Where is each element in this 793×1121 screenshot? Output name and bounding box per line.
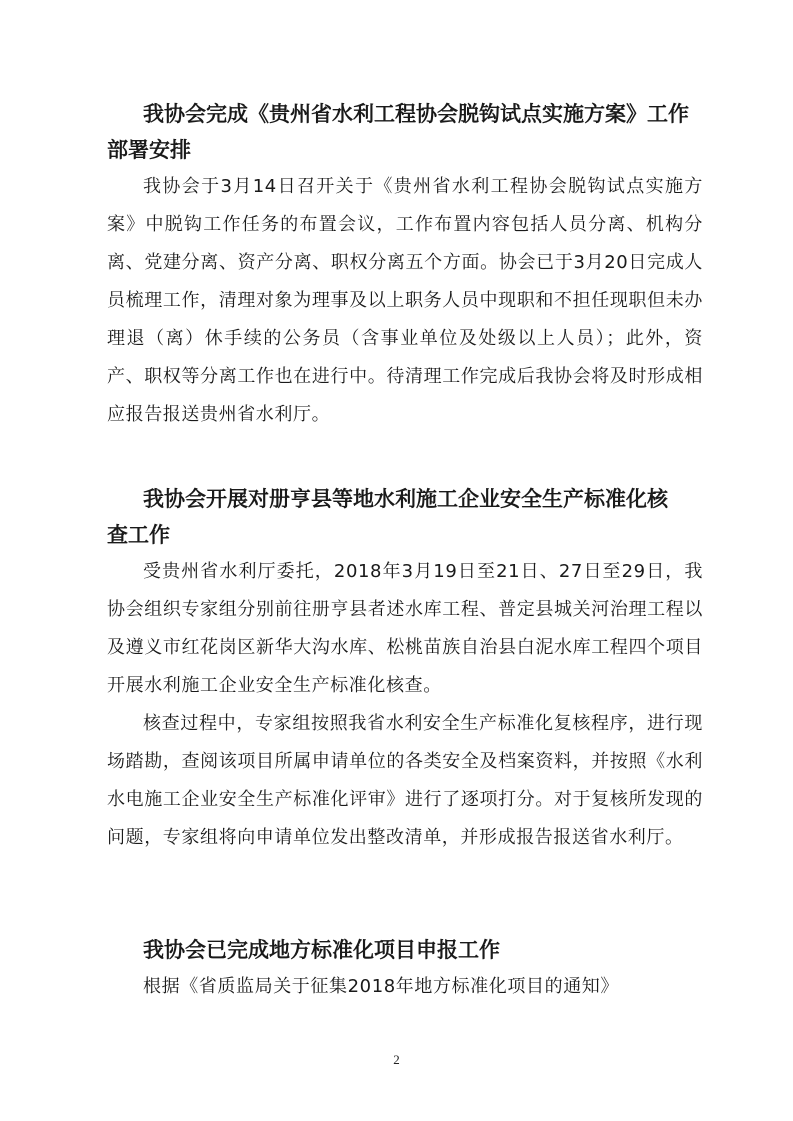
section-heading-line1: 我协会已完成地方标准化项目申报工作 xyxy=(143,937,500,962)
section-heading-line1: 我协会开展对册亨县等地水利施工企业安全生产标准化核 xyxy=(143,486,668,511)
section-paragraph: 核查过程中，专家组按照我省水利安全生产标准化复核程序，进行现场踏勘，查阅该项目所属申请单位的各类安全及档案资料，并按照《水利水电施工企业安全生产标准化评审》进行了逐项打分。对于复核所发现的问题，专家组将向申请单位发出整改清单，并形成报告报送省水利厅。 xyxy=(107,713,703,848)
section-decoupling-plan xyxy=(107,96,703,434)
section-heading-line2: 查工作 xyxy=(107,522,170,547)
section-heading xyxy=(107,932,703,968)
section-heading-line1: 我协会完成《贵州省水利工程协会脱钩试点实施方案》工作 xyxy=(143,101,689,126)
section-heading xyxy=(107,481,703,553)
page-number: 2 xyxy=(393,1052,400,1067)
section-heading xyxy=(107,96,703,168)
section-local-standard-application xyxy=(107,932,703,1006)
section-paragraph: 根据《省质监局关于征集2018年地方标准化项目的通知》 xyxy=(143,976,620,997)
section-paragraph: 我协会于3月14日召开关于《贵州省水利工程协会脱钩试点实施方案》中脱钩工作任务的布置会议，工作布置内容包括人员分离、机构分离、党建分离、资产分离、职权分离五个方面。协会已于3月20日完成人员梳理工作，清理对象为理事及以上职务人员中现职和不担任现职但未办理退（离）休手续的公务员（含事业单位及处级以上人员）；此外，资产、职权等分离工作也在进行中。待清理工作完成后我协会将及时形成相应报告报送贵州省水利厅。 xyxy=(107,176,703,425)
section-heading-line2: 部署安排 xyxy=(107,137,191,162)
section-safety-standardization-check xyxy=(107,481,703,857)
section-paragraph: 受贵州省水利厅委托，2018年3月19日至21日、27日至29日，我协会组织专家组分别前往册亨县者述水库工程、普定县城关河治理工程以及遵义市红花岗区新华大沟水库、松桃苗族自治县白泥水库工程四个项目开展水利施工企业安全生产标准化核查。 xyxy=(107,561,703,696)
